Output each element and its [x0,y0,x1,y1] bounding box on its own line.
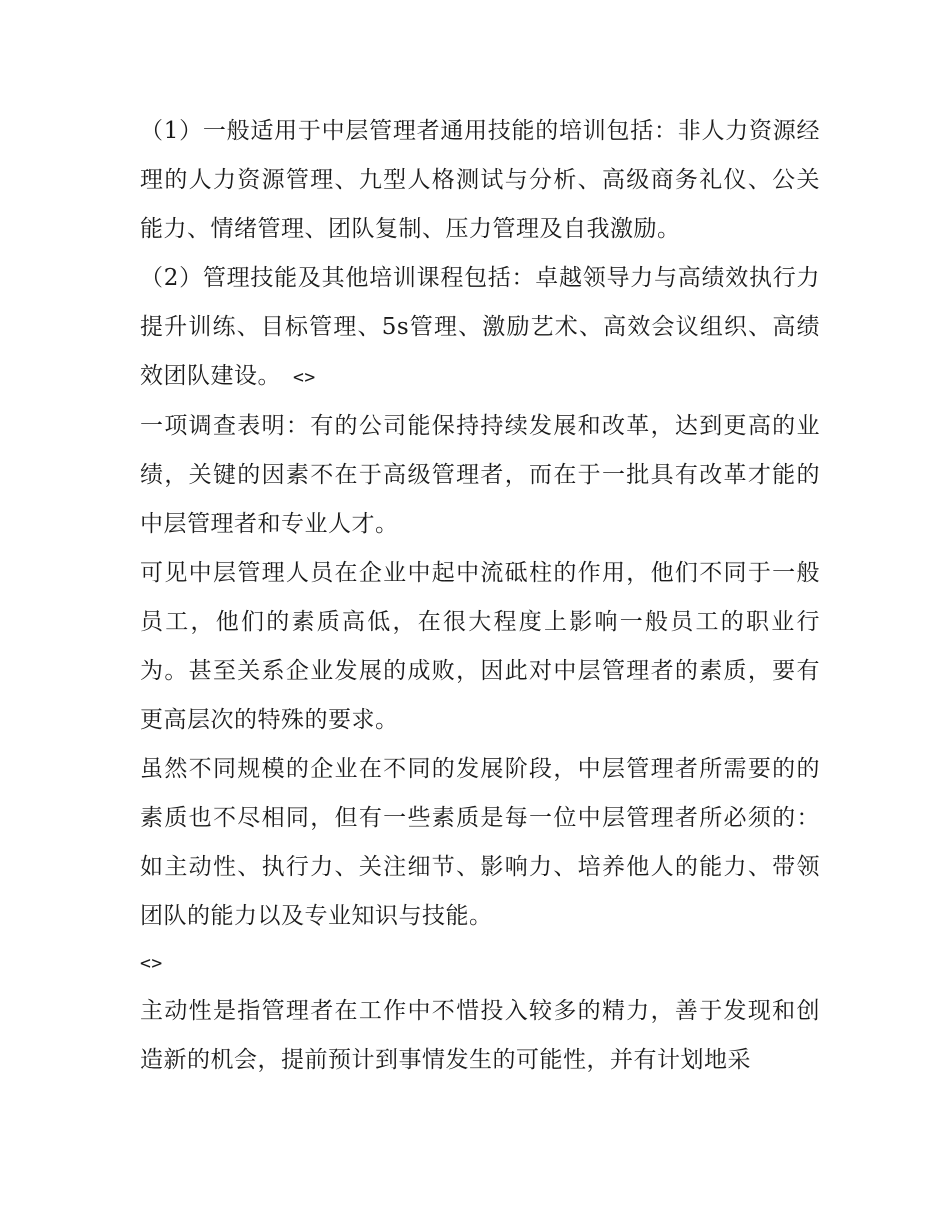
paragraph-middle-manager-role: 可见中层管理人员在企业中起中流砥柱的作用，他们不同于一般员工，他们的素质高低，在很大程度上影响一般员工的职业行为。甚至关系企业发展的成败，因此对中层管理者的素质，要有更高层次的特殊的要求。 [140,560,820,733]
marker-line: <> [140,953,163,974]
document-body [140,107,820,1085]
paragraph-survey-finding: 一项调查表明：有的公司能保持持续发展和改革，达到更高的业绩，关键的因素不在于高级管理者，而在于一批具有改革才能的中层管理者和专业人才。 [140,413,820,537]
paragraph-management-skills-courses [140,254,820,402]
paragraph-management-skills-text: （2）管理技能及其他培训课程包括：卓越领导力与高绩效执行力提升训练、目标管理、5s管理、激励艺术、高效会议组织、高绩效团队建设。 [140,265,820,389]
paragraph-required-qualities: 虽然不同规模的企业在不同的发展阶段，中层管理者所需要的的素质也不尽相同，但有一些素质是每一位中层管理者所必须的：如主动性、执行力、关注细节、影响力、培养他人的能力、带领团队的能力以及专业知识与技能。 [140,756,820,929]
paragraph-initiative-definition: 主动性是指管理者在工作中不惜投入较多的精力，善于发现和创造新的机会，提前预计到事情发生的可能性，并有计划地采 [140,998,820,1073]
inline-marker: <> [293,367,316,388]
paragraph-general-skills-training: （1）一般适用于中层管理者通用技能的培训包括：非人力资源经理的人力资源管理、九型人格测试与分析、高级商务礼仪、公关能力、情绪管理、团队复制、压力管理及自我激励。 [140,118,820,242]
